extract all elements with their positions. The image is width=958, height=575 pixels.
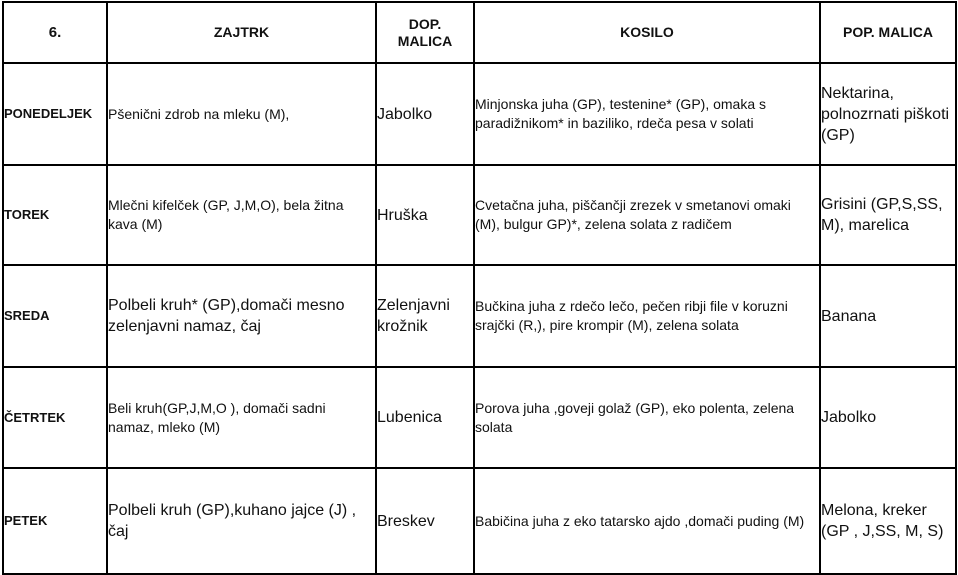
- morning-snack-cell: Zelenjavni krožnik: [376, 265, 474, 367]
- header-row: [3, 2, 956, 63]
- lunch-header: KOSILO: [474, 2, 820, 63]
- table-row: [3, 63, 956, 165]
- breakfast-cell: Polbeli kruh* (GP),domači mesno zelenjavni namaz, čaj: [107, 265, 376, 367]
- lunch-cell: Babičina juha z eko tatarsko ajdo ,domači puding (M): [474, 468, 820, 574]
- morning-snack-header-line1: DOP.: [408, 15, 442, 32]
- breakfast-cell: Pšenični zdrob na mleku (M),: [107, 63, 376, 165]
- table-row: [3, 468, 956, 574]
- afternoon-snack-cell: Jabolko: [820, 367, 956, 468]
- afternoon-snack-cell: Melona, kreker (GP , J,SS, M, S): [820, 468, 956, 574]
- table-row: [3, 265, 956, 367]
- morning-snack-header-line2: MALICA: [397, 32, 453, 49]
- morning-snack-cell: Jabolko: [376, 63, 474, 165]
- lunch-cell: Cvetačna juha, piščančji zrezek v smetanovi omaki (M), bulgur GP)*, zelena solata z radičem: [474, 165, 820, 265]
- lunch-cell: Minjonska juha (GP), testenine* (GP), omaka s paradižnikom* in baziliko, rdeča pesa v solati: [474, 63, 820, 165]
- day-label: PONEDELJEK: [3, 63, 107, 165]
- breakfast-cell: Polbeli kruh (GP),kuhano jajce (J) , čaj: [107, 468, 376, 574]
- table-row: [3, 165, 956, 265]
- lunch-cell: Porova juha ,goveji golaž (GP), eko polenta, zelena solata: [474, 367, 820, 468]
- day-label: PETEK: [3, 468, 107, 574]
- morning-snack-cell: Hruška: [376, 165, 474, 265]
- afternoon-snack-header: POP. MALICA: [820, 2, 956, 63]
- week-number-header: 6.: [3, 2, 107, 63]
- afternoon-snack-cell: Grisini (GP,S,SS, M), marelica: [820, 165, 956, 265]
- weekly-menu-table: [2, 1, 957, 575]
- breakfast-cell: Beli kruh(GP,J,M,O ), domači sadni namaz, mleko (M): [107, 367, 376, 468]
- day-label: ČETRTEK: [3, 367, 107, 468]
- morning-snack-cell: Lubenica: [376, 367, 474, 468]
- afternoon-snack-cell: Nektarina, polnozrnati piškoti (GP): [820, 63, 956, 165]
- day-label: SREDA: [3, 265, 107, 367]
- table-row: [3, 367, 956, 468]
- breakfast-header: ZAJTRK: [107, 2, 376, 63]
- breakfast-cell: Mlečni kifelček (GP, J,M,O), bela žitna kava (M): [107, 165, 376, 265]
- morning-snack-header: [376, 2, 474, 63]
- day-label: TOREK: [3, 165, 107, 265]
- lunch-cell: Bučkina juha z rdečo lečo, pečen ribji file v koruzni srajčki (R,), pire krompir (M), zelena solata: [474, 265, 820, 367]
- afternoon-snack-cell: Banana: [820, 265, 956, 367]
- morning-snack-cell: Breskev: [376, 468, 474, 574]
